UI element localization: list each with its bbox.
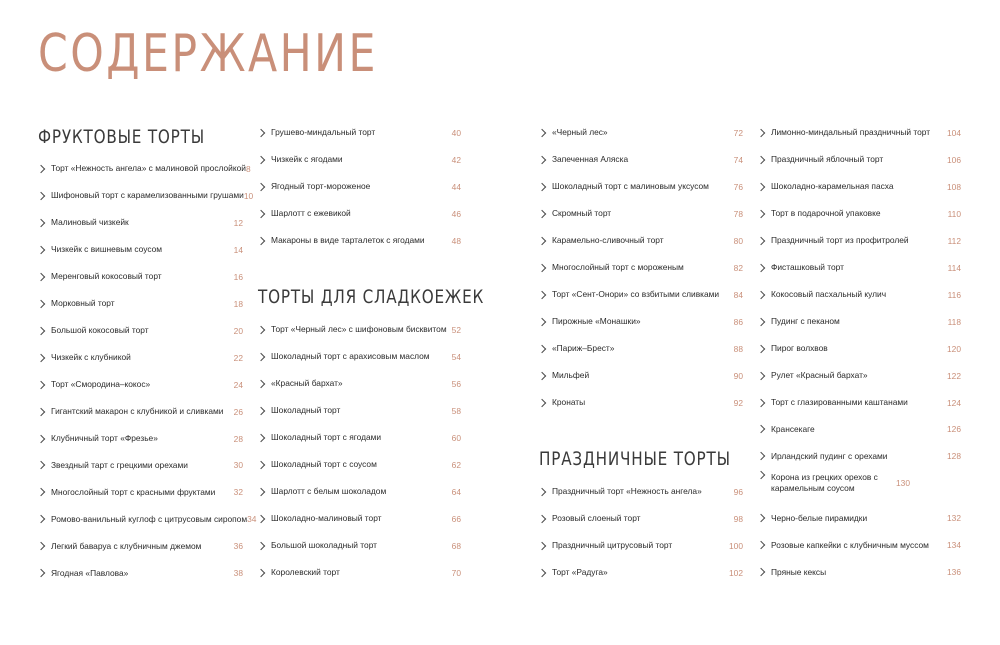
chevron-right-icon xyxy=(257,237,265,245)
toc-entry-title: Мильфей xyxy=(552,369,590,380)
toc-entry[interactable] xyxy=(38,240,243,260)
toc-entry-page-number: 24 xyxy=(233,379,243,390)
chevron-right-icon xyxy=(757,514,765,522)
toc-entry-title: Карамельно-сливочный торт xyxy=(552,235,664,246)
chevron-right-icon xyxy=(757,129,765,137)
toc-entry-page-number: 42 xyxy=(451,154,461,165)
toc-entry-page-number: 8 xyxy=(245,164,251,174)
toc-entry-page-number: 124 xyxy=(947,397,961,408)
toc-entry[interactable] xyxy=(38,429,243,449)
toc-entry[interactable] xyxy=(38,159,251,179)
toc-entry-page-number: 66 xyxy=(451,513,461,524)
chevron-right-icon xyxy=(37,273,45,281)
toc-entry-title: Шоколадный торт с арахисовым маслом xyxy=(271,351,430,362)
toc-entry[interactable] xyxy=(258,150,461,170)
toc-entry-page-number: 104 xyxy=(947,128,961,138)
toc-entry[interactable] xyxy=(258,177,461,197)
toc-entry-title: Корона из грецких орехов с карамельным соусом xyxy=(771,472,878,494)
toc-entry-title: Шоколадный торт с малиновым уксусом xyxy=(552,181,709,192)
toc-entry-title: Шоколадно-карамельная пасха xyxy=(771,181,894,192)
toc-entry-title: Кокосовый пасхальный кулич xyxy=(771,289,887,300)
toc-entry[interactable] xyxy=(758,535,961,555)
chevron-right-icon xyxy=(757,210,765,218)
chevron-right-icon xyxy=(538,488,546,496)
toc-entry-page-number: 88 xyxy=(733,343,743,354)
chevron-right-icon xyxy=(538,398,546,406)
toc-entry-title: Кронаты xyxy=(552,396,586,407)
toc-entry-title: Королевский торт xyxy=(271,566,340,577)
toc-entry[interactable] xyxy=(258,482,461,502)
toc-entry[interactable] xyxy=(758,339,961,359)
chevron-right-icon xyxy=(257,156,265,164)
toc-entry[interactable] xyxy=(758,366,961,386)
chevron-right-icon xyxy=(37,219,45,227)
toc-entry[interactable] xyxy=(38,213,243,233)
chevron-right-icon xyxy=(538,569,546,577)
chevron-right-icon xyxy=(757,156,765,164)
toc-entry-title: Гигантский макарон с клубникой и сливками xyxy=(51,405,224,416)
toc-entry[interactable] xyxy=(539,536,743,556)
toc-entry-page-number: 20 xyxy=(233,325,243,336)
toc-entry-page-number: 92 xyxy=(733,397,743,408)
toc-entry-page-number: 38 xyxy=(233,568,243,579)
toc-entry-title: Праздничный торт «Нежность ангела» xyxy=(552,486,702,497)
toc-entry-page-number: 96 xyxy=(733,487,743,497)
toc-entry-page-number: 98 xyxy=(733,513,743,524)
toc-entry-title: Шарлотт с белым шоколадом xyxy=(271,486,387,497)
toc-entry-title: Клубничный торт «Фрезье» xyxy=(51,432,158,443)
chevron-right-icon xyxy=(257,434,265,442)
toc-entry-title: Ягодный торт-мороженое xyxy=(271,181,371,192)
chevron-right-icon xyxy=(257,129,265,137)
chevron-right-icon xyxy=(538,210,546,218)
toc-entry-title: Праздничный торт из профитролей xyxy=(771,235,909,246)
toc-entry-title: Торт «Черный лес» с шифоновым бисквитом xyxy=(271,324,447,335)
toc-entry-page-number: 84 xyxy=(733,289,743,300)
toc-entry-page-number: 114 xyxy=(947,262,961,273)
toc-entry-title: Пудинг с пеканом xyxy=(771,315,840,326)
chevron-right-icon xyxy=(257,353,265,361)
toc-entry-title: Большой кокосовый торт xyxy=(51,325,149,336)
toc-entry[interactable] xyxy=(539,366,743,386)
toc-entry-title: «Красный бархат» xyxy=(271,378,343,389)
toc-entry[interactable] xyxy=(758,258,961,278)
toc-entry[interactable] xyxy=(539,231,743,251)
toc-entry-page-number: 16 xyxy=(233,271,243,282)
chevron-right-icon xyxy=(257,210,265,218)
toc-entry[interactable] xyxy=(258,455,461,475)
toc-entry[interactable] xyxy=(38,294,243,314)
toc-entry[interactable] xyxy=(258,374,461,394)
chevron-right-icon xyxy=(37,515,45,523)
toc-entry-page-number: 112 xyxy=(947,235,961,246)
toc-entry-title: Многослойный торт с мороженым xyxy=(552,262,684,273)
toc-entry-page-number: 106 xyxy=(947,154,961,165)
toc-entry-title: Меренговый кокосовый торт xyxy=(51,271,162,282)
toc-entry[interactable] xyxy=(38,455,243,475)
chevron-right-icon xyxy=(257,541,265,549)
toc-entry-title: Ягодная «Павлова» xyxy=(51,567,129,578)
toc-entry-page-number: 118 xyxy=(947,316,961,327)
toc-entry[interactable] xyxy=(38,267,243,287)
toc-entry-title: «Черный лес» xyxy=(552,127,608,138)
page-title: СОДЕРЖАНИЕ xyxy=(38,24,378,84)
toc-entry-page-number: 32 xyxy=(233,487,243,498)
chevron-right-icon xyxy=(538,344,546,352)
toc-entry-page-number: 108 xyxy=(947,181,961,192)
chevron-right-icon xyxy=(257,407,265,415)
toc-entry-page-number: 36 xyxy=(233,541,243,552)
chevron-right-icon xyxy=(757,317,765,325)
toc-entry-page-number: 120 xyxy=(947,343,961,354)
chevron-right-icon xyxy=(538,183,546,191)
toc-entry[interactable] xyxy=(38,563,243,583)
chevron-right-icon xyxy=(538,542,546,550)
toc-entry-page-number: 76 xyxy=(733,181,743,192)
toc-entry[interactable] xyxy=(38,375,243,395)
chevron-right-icon xyxy=(538,129,546,137)
chevron-right-icon xyxy=(257,380,265,388)
chevron-right-icon xyxy=(257,514,265,522)
toc-entry-title: Пирог волхвов xyxy=(771,342,828,353)
toc-entry[interactable] xyxy=(758,177,961,197)
chevron-right-icon xyxy=(257,568,265,576)
toc-entry-title: Чизкейк с вишневым соусом xyxy=(51,244,163,255)
section-heading: ПРАЗДНИЧНЫЕ ТОРТЫ xyxy=(539,448,731,470)
toc-entry-page-number: 122 xyxy=(947,370,961,381)
toc-entry[interactable] xyxy=(758,419,961,439)
toc-entry-page-number: 70 xyxy=(451,567,461,578)
toc-entry-title: Многослойный торт с красными фруктами xyxy=(51,486,216,497)
toc-entry[interactable] xyxy=(258,428,461,448)
toc-entry-page-number: 26 xyxy=(233,406,243,417)
toc-entry[interactable] xyxy=(758,204,961,224)
toc-entry[interactable] xyxy=(38,186,254,206)
chevron-right-icon xyxy=(538,237,546,245)
toc-entry-page-number: 64 xyxy=(451,486,461,497)
toc-entry[interactable] xyxy=(758,150,961,170)
toc-entry-title: Шифоновый торт с карамелизованными грушами xyxy=(51,190,244,201)
toc-entry[interactable] xyxy=(758,231,961,251)
toc-entry-title: Звездный тарт с грецкими орехами xyxy=(51,459,188,470)
toc-entry-title: Фисташковый торт xyxy=(771,262,844,273)
chevron-right-icon xyxy=(37,407,45,415)
toc-entry[interactable] xyxy=(539,285,743,305)
chevron-right-icon xyxy=(757,183,765,191)
toc-entry-page-number: 40 xyxy=(451,128,461,138)
toc-entry-title: Торт с глазированными каштанами xyxy=(771,396,908,407)
toc-entry[interactable] xyxy=(758,562,961,582)
toc-entry-title: Пряные кексы xyxy=(771,566,827,577)
toc-entry-page-number: 72 xyxy=(733,128,743,138)
toc-entry-page-number: 128 xyxy=(947,451,961,462)
toc-entry[interactable] xyxy=(758,469,961,497)
toc-entry[interactable] xyxy=(258,204,461,224)
toc-entry-title: Шоколадный торт с соусом xyxy=(271,459,377,470)
toc-entry-title: Чизкейк с клубникой xyxy=(51,351,131,362)
toc-entry-title: «Париж–Брест» xyxy=(552,342,615,353)
chevron-right-icon xyxy=(757,568,765,576)
chevron-right-icon xyxy=(757,344,765,352)
toc-entry-title: Розовый слоеный торт xyxy=(552,513,641,524)
toc-entry[interactable] xyxy=(758,393,961,413)
toc-entry-page-number: 130 xyxy=(896,478,910,489)
chevron-right-icon xyxy=(757,425,765,433)
toc-entry-page-number: 102 xyxy=(729,567,743,578)
toc-entry[interactable] xyxy=(758,446,961,466)
toc-entry-title: Ирландский пудинг с орехами xyxy=(771,450,888,461)
chevron-right-icon xyxy=(37,353,45,361)
toc-entry-title: Праздничный яблочный торт xyxy=(771,154,884,165)
toc-entry-page-number: 68 xyxy=(451,540,461,551)
toc-entry-title: Чизкейк с ягодами xyxy=(271,154,343,165)
toc-entry-page-number: 110 xyxy=(947,208,961,219)
toc-entry[interactable] xyxy=(38,348,243,368)
toc-entry[interactable] xyxy=(38,536,243,556)
toc-entry-title: Торт в подарочной упаковке xyxy=(771,208,881,219)
toc-entry-page-number: 60 xyxy=(451,432,461,443)
toc-entry[interactable] xyxy=(38,321,243,341)
toc-entry-page-number: 18 xyxy=(233,298,243,309)
toc-entry[interactable] xyxy=(539,563,743,583)
toc-entry[interactable] xyxy=(539,258,743,278)
toc-entry-title: Торт «Радуга» xyxy=(552,567,608,578)
toc-entry[interactable] xyxy=(539,339,743,359)
toc-entry-title: Пирожные «Монашки» xyxy=(552,315,641,326)
toc-entry[interactable] xyxy=(539,177,743,197)
toc-entry[interactable] xyxy=(758,312,961,332)
toc-entry-title: Лимонно-миндальный праздничный торт xyxy=(771,127,931,138)
toc-entry[interactable] xyxy=(258,563,461,583)
chevron-right-icon xyxy=(257,326,265,334)
toc-entry[interactable] xyxy=(539,482,743,502)
chevron-right-icon xyxy=(37,461,45,469)
toc-entry-page-number: 100 xyxy=(729,540,743,551)
toc-entry-title: Черно-белые пирамидки xyxy=(771,512,868,523)
chevron-right-icon xyxy=(37,300,45,308)
toc-entry-title: Шоколадный торт с ягодами xyxy=(271,432,382,443)
toc-entry-page-number: 90 xyxy=(733,370,743,381)
toc-entry-title: Макароны в виде тарталеток с ягодами xyxy=(271,235,425,246)
toc-entry[interactable] xyxy=(258,347,461,367)
chevron-right-icon xyxy=(538,264,546,272)
toc-entry-title: Торт «Смородина–кокос» xyxy=(51,378,151,389)
toc-entry-title: Скромный торт xyxy=(552,208,612,219)
toc-entry-page-number: 58 xyxy=(451,405,461,416)
chevron-right-icon xyxy=(37,569,45,577)
toc-entry-title: Рулет «Красный бархат» xyxy=(771,369,868,380)
toc-entry[interactable] xyxy=(38,509,257,529)
toc-entry[interactable] xyxy=(758,508,961,528)
chevron-right-icon xyxy=(37,192,45,200)
toc-entry-title: Розовые капкейки с клубничным муссом xyxy=(771,539,929,550)
toc-entry[interactable] xyxy=(539,393,743,413)
chevron-right-icon xyxy=(757,371,765,379)
toc-entry-page-number: 28 xyxy=(233,433,243,444)
toc-entry-page-number: 30 xyxy=(233,460,243,471)
toc-entry-title: Ромово-ванильный куглоф с цитрусовым сиропом xyxy=(51,513,248,524)
toc-entry-page-number: 62 xyxy=(451,459,461,470)
chevron-right-icon xyxy=(37,380,45,388)
chevron-right-icon xyxy=(37,488,45,496)
chevron-right-icon xyxy=(538,290,546,298)
toc-entry[interactable] xyxy=(258,509,461,529)
toc-entry[interactable] xyxy=(38,402,243,422)
chevron-right-icon xyxy=(757,541,765,549)
toc-entry-title: Легкий баваруа с клубничным джемом xyxy=(51,540,202,551)
toc-entry-page-number: 44 xyxy=(451,181,461,192)
toc-entry-title: Шоколадный торт xyxy=(271,405,341,416)
toc-entry[interactable] xyxy=(258,231,461,251)
section-heading: ФРУКТОВЫЕ ТОРТЫ xyxy=(38,126,205,148)
toc-entry-page-number: 10 xyxy=(243,190,254,201)
toc-entry[interactable] xyxy=(539,509,743,529)
toc-entry-page-number: 86 xyxy=(733,316,743,327)
toc-entry-page-number: 132 xyxy=(947,513,961,524)
chevron-right-icon xyxy=(37,542,45,550)
chevron-right-icon xyxy=(538,371,546,379)
toc-entry[interactable] xyxy=(539,150,743,170)
toc-entry[interactable] xyxy=(38,482,243,502)
chevron-right-icon xyxy=(37,434,45,442)
toc-entry-page-number: 54 xyxy=(451,351,461,362)
chevron-right-icon xyxy=(538,317,546,325)
toc-entry-title: Шоколадно-малиновый торт xyxy=(271,512,382,523)
toc-entry-page-number: 80 xyxy=(733,235,743,246)
toc-entry-page-number: 52 xyxy=(451,325,461,335)
chevron-right-icon xyxy=(757,398,765,406)
toc-entry-page-number: 82 xyxy=(733,262,743,273)
toc-entry-title: Праздничный цитрусовый торт xyxy=(552,540,673,551)
toc-entry-page-number: 14 xyxy=(233,244,243,255)
chevron-right-icon xyxy=(538,156,546,164)
chevron-right-icon xyxy=(257,487,265,495)
chevron-right-icon xyxy=(757,471,765,479)
toc-entry[interactable] xyxy=(758,285,961,305)
toc-entry[interactable] xyxy=(258,536,461,556)
chevron-right-icon xyxy=(757,264,765,272)
toc-entry-page-number: 74 xyxy=(733,154,743,165)
toc-entry-title: Морковный торт xyxy=(51,298,115,309)
toc-entry-title: Грушево-миндальный торт xyxy=(271,127,376,138)
toc-entry-page-number: 116 xyxy=(947,289,961,300)
toc-entry-title: Торт «Сент-Онори» со взбитыми сливками xyxy=(552,289,720,300)
toc-entry-page-number: 34 xyxy=(247,514,257,525)
chevron-right-icon xyxy=(757,452,765,460)
toc-entry[interactable] xyxy=(539,123,743,143)
toc-entry-title: Шарлотт с ежевикой xyxy=(271,208,351,219)
toc-entry-page-number: 126 xyxy=(947,424,961,435)
chevron-right-icon xyxy=(37,326,45,334)
toc-entry-page-number: 22 xyxy=(233,352,243,363)
toc-entry-title: Запеченная Аляска xyxy=(552,154,629,165)
chevron-right-icon xyxy=(757,290,765,298)
chevron-right-icon xyxy=(538,515,546,523)
toc-entry[interactable] xyxy=(258,320,461,340)
chevron-right-icon xyxy=(757,237,765,245)
toc-entry[interactable] xyxy=(258,123,461,143)
toc-entry-title: Торт «Нежность ангела» с малиновой прослойкой xyxy=(51,163,246,174)
chevron-right-icon xyxy=(37,165,45,173)
toc-entry-page-number: 12 xyxy=(233,217,243,228)
chevron-right-icon xyxy=(37,246,45,254)
toc-entry[interactable] xyxy=(258,401,461,421)
chevron-right-icon xyxy=(257,461,265,469)
toc-entry[interactable] xyxy=(758,123,961,143)
toc-entry-page-number: 48 xyxy=(451,235,461,246)
toc-entry-title: Малиновый чизкейк xyxy=(51,217,129,228)
chevron-right-icon xyxy=(257,183,265,191)
toc-entry-title: Большой шоколадный торт xyxy=(271,539,377,550)
toc-entry-page-number: 134 xyxy=(947,540,961,551)
toc-entry-page-number: 78 xyxy=(733,208,743,219)
toc-entry-page-number: 46 xyxy=(451,208,461,219)
toc-entry[interactable] xyxy=(539,312,743,332)
toc-entry-title: Крансекаге xyxy=(771,423,815,434)
toc-entry-page-number: 136 xyxy=(947,567,961,578)
section-heading: ТОРТЫ ДЛЯ СЛАДКОЕЖЕК xyxy=(258,286,485,308)
toc-entry[interactable] xyxy=(539,204,743,224)
toc-entry-page-number: 56 xyxy=(451,378,461,389)
